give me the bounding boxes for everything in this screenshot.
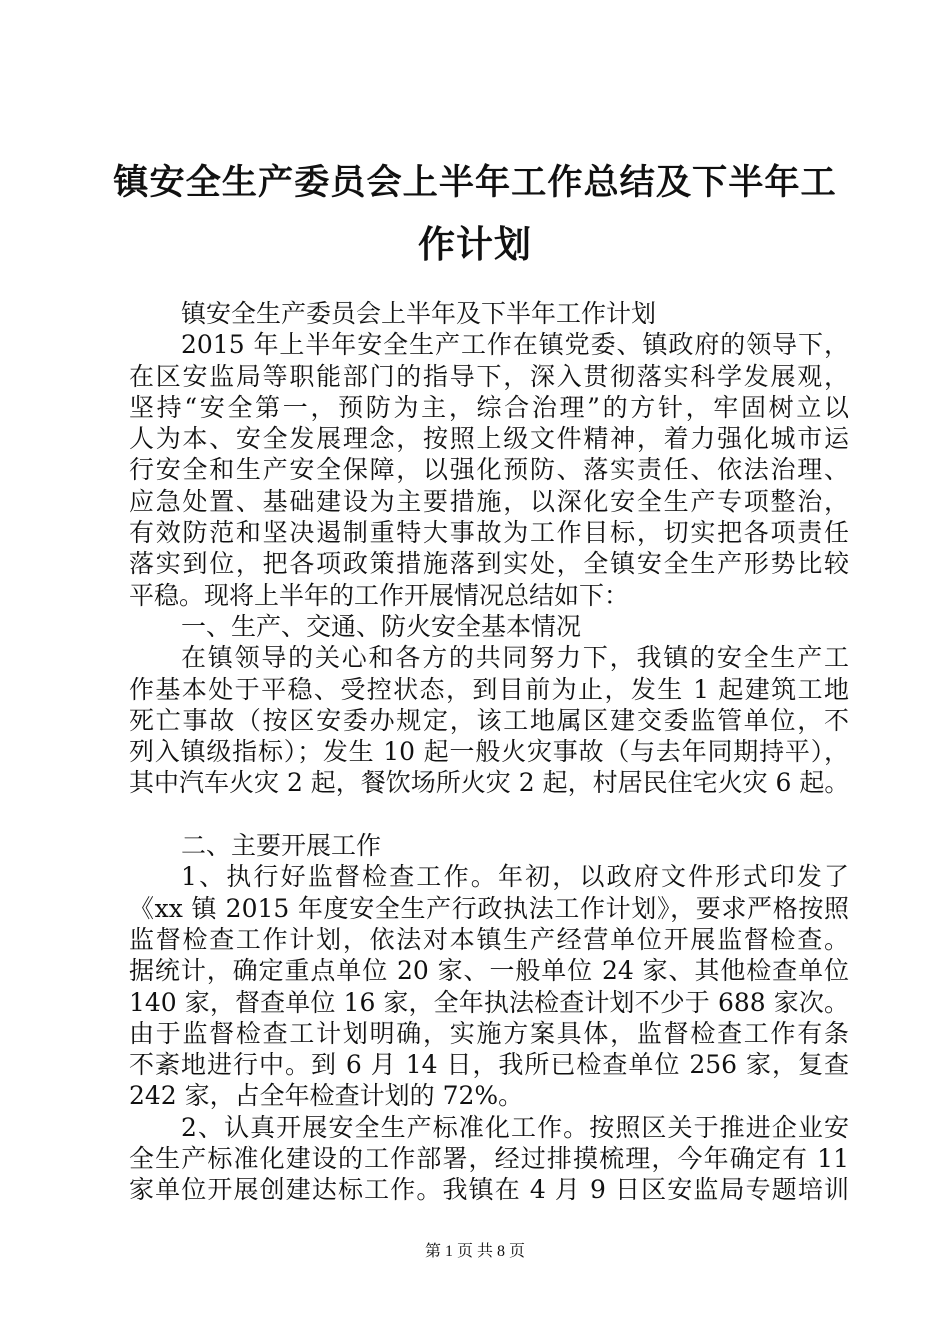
paragraph-line: 作基本处于平稳、受控状态，到目前为止，发生 1 起建筑工地 (129, 674, 849, 704)
section-heading: 二、主要开展工作 (181, 831, 382, 861)
paragraph-line: 平稳。现将上半年的工作开展情况总结如下： (129, 580, 630, 610)
paragraph-line: 140 家，督查单位 16 家，全年执法检查计划不少于 688 家次。 (129, 987, 849, 1017)
paragraph-line: 坚持“安全第一，预防为主，综合治理”的方针，牢固树立以 (129, 392, 849, 422)
paragraph-line: 《xx 镇 2015 年度安全生产行政执法工作计划》，要求严格按照 (129, 893, 849, 923)
section-heading: 一、生产、交通、防火安全基本情况 (181, 611, 582, 641)
page-number: 第 1 页 共 8 页 (424, 1243, 525, 1260)
paragraph-line: 死亡事故（按区安委办规定，该工地属区建交委监管单位，不 (129, 705, 849, 735)
paragraph-line: 监督检查工作计划，依法对本镇生产经营单位开展监督检查。 (129, 924, 849, 954)
document-title (110, 152, 840, 276)
paragraph-line: 列入镇级指标）；发生 10 起一般火灾事故（与去年同期持平）， (129, 737, 849, 767)
paragraph-line: 家单位开展创建达标工作。我镇在 4 月 9 日区安监局专题培训 (129, 1175, 849, 1205)
paragraph-line: 2015 年上半年安全生产工作在镇党委、镇政府的领导下， (181, 330, 849, 360)
title-line: 作计划 (418, 223, 532, 266)
paragraph-line: 落实到位，把各项政策措施落到实处，全镇安全生产形势比较 (129, 549, 849, 579)
paragraph-line: 全生产标准化建设的工作部署，经过排摸梳理，今年确定有 11 (129, 1144, 849, 1174)
paragraph-line: 在区安监局等职能部门的指导下，深入贯彻落实科学发展观， (129, 361, 849, 391)
paragraph-line: 行安全和生产安全保障，以强化预防、落实责任、依法治理、 (129, 455, 849, 485)
paragraph-line: 2、认真开展安全生产标准化工作。按照区关于推进企业安 (181, 1112, 849, 1142)
paragraph-line: 不紊地进行中。到 6 月 14 日，我所已检查单位 256 家，复查 (129, 1050, 849, 1080)
paragraph-line: 应急处置、基础建设为主要措施，以深化安全生产专项整治， (129, 486, 849, 516)
title-line: 镇安全生产委员会上半年工作总结及下半年工 (113, 162, 837, 203)
paragraph-line: 有效防范和坚决遏制重特大事故为工作目标，切实把各项责任 (129, 518, 849, 548)
paragraph-line: 人为本、安全发展理念，按照上级文件精神，着力强化城市运 (129, 424, 849, 454)
paragraph-line: 242 家，占全年检查计划的 72%。 (129, 1081, 524, 1111)
paragraph-line: 其中汽车火灾 2 起，餐饮场所火灾 2 起，村居民住宅火灾 6 起。 (129, 768, 850, 798)
paragraph-line: 1、执行好监督检查工作。年初，以政府文件形式印发了 (181, 862, 849, 892)
paragraph-line: 由于监督检查工计划明确，实施方案具体，监督检查工作有条 (129, 1018, 849, 1048)
paragraph-line: 镇安全生产委员会上半年及下半年工作计划 (181, 299, 657, 328)
paragraph-line: 在镇领导的关心和各方的共同努力下，我镇的安全生产工 (181, 643, 849, 673)
paragraph-line: 据统计，确定重点单位 20 家、一般单位 24 家、其他检查单位 (129, 956, 849, 986)
blank-line (129, 799, 849, 830)
document-body (129, 298, 849, 1206)
